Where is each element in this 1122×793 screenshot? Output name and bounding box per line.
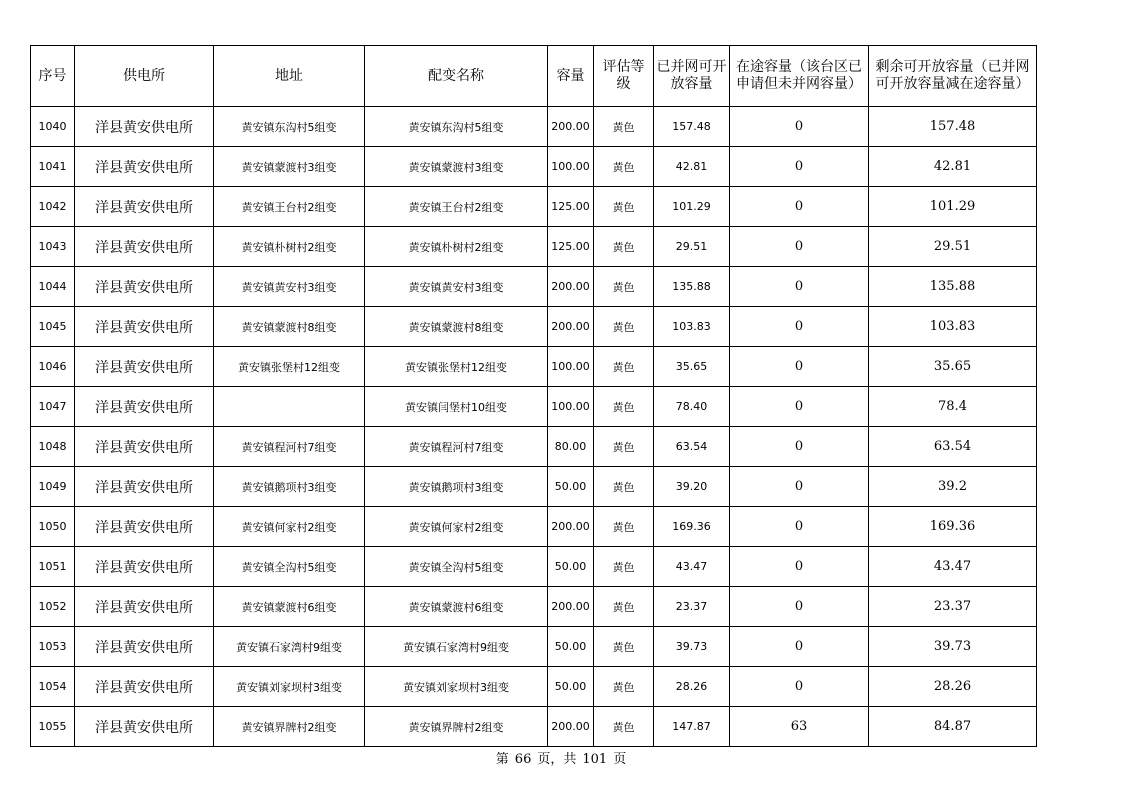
cell-grid-open: 103.83 (654, 307, 730, 347)
cell-seq: 1042 (31, 187, 75, 227)
cell-in-transit: 0 (730, 307, 869, 347)
cell-in-transit: 0 (730, 507, 869, 547)
header-grade: 评估等级 (594, 46, 654, 107)
table-row (31, 707, 1037, 747)
cell-station: 洋县黄安供电所 (75, 547, 214, 587)
cell-transformer: 黄安镇闫堡村10组变 (365, 387, 548, 427)
cell-seq: 1052 (31, 587, 75, 627)
cell-in-transit: 0 (730, 147, 869, 187)
cell-capacity: 100.00 (548, 347, 594, 387)
cell-in-transit: 63 (730, 707, 869, 747)
table-row (31, 587, 1037, 627)
cell-station: 洋县黄安供电所 (75, 267, 214, 307)
cell-station: 洋县黄安供电所 (75, 707, 214, 747)
cell-seq: 1049 (31, 467, 75, 507)
cell-transformer: 黄安镇刘家坝村3组变 (365, 667, 548, 707)
cell-capacity: 50.00 (548, 547, 594, 587)
cell-in-transit: 0 (730, 427, 869, 467)
cell-grid-open: 43.47 (654, 547, 730, 587)
footer-mid: 页，共 (537, 752, 577, 767)
cell-capacity: 50.00 (548, 627, 594, 667)
cell-address: 黄安镇鹅项村3组变 (214, 467, 365, 507)
table-row (31, 627, 1037, 667)
cell-grid-open: 135.88 (654, 267, 730, 307)
cell-in-transit: 0 (730, 387, 869, 427)
cell-remaining: 103.83 (869, 307, 1037, 347)
header-station: 供电所 (75, 46, 214, 107)
table-row (31, 427, 1037, 467)
cell-capacity: 80.00 (548, 427, 594, 467)
cell-in-transit: 0 (730, 547, 869, 587)
cell-grade: 黄色 (594, 707, 654, 747)
cell-station: 洋县黄安供电所 (75, 507, 214, 547)
cell-grid-open: 147.87 (654, 707, 730, 747)
cell-grid-open: 169.36 (654, 507, 730, 547)
cell-address: 黄安镇石家湾村9组变 (214, 627, 365, 667)
cell-address: 黄安镇蒙渡村8组变 (214, 307, 365, 347)
cell-address: 黄安镇朴树村2组变 (214, 227, 365, 267)
cell-station: 洋县黄安供电所 (75, 467, 214, 507)
cell-seq: 1053 (31, 627, 75, 667)
cell-grid-open: 101.29 (654, 187, 730, 227)
cell-grade: 黄色 (594, 427, 654, 467)
cell-station: 洋县黄安供电所 (75, 427, 214, 467)
cell-seq: 1045 (31, 307, 75, 347)
cell-seq: 1051 (31, 547, 75, 587)
cell-remaining: 35.65 (869, 347, 1037, 387)
cell-grade: 黄色 (594, 147, 654, 187)
cell-remaining: 43.47 (869, 547, 1037, 587)
cell-grade: 黄色 (594, 347, 654, 387)
table-row (31, 107, 1037, 147)
header-capacity: 容量 (548, 46, 594, 107)
cell-capacity: 200.00 (548, 107, 594, 147)
cell-seq: 1055 (31, 707, 75, 747)
cell-grade: 黄色 (594, 587, 654, 627)
header-row (31, 46, 1037, 107)
cell-in-transit: 0 (730, 667, 869, 707)
cell-transformer: 黄安镇朴树村2组变 (365, 227, 548, 267)
cell-grid-open: 39.73 (654, 627, 730, 667)
cell-grade: 黄色 (594, 507, 654, 547)
capacity-table (30, 45, 1037, 747)
cell-station: 洋县黄安供电所 (75, 187, 214, 227)
cell-remaining: 23.37 (869, 587, 1037, 627)
cell-address: 黄安镇界牌村2组变 (214, 707, 365, 747)
cell-grade: 黄色 (594, 627, 654, 667)
cell-remaining: 135.88 (869, 267, 1037, 307)
header-grid-open: 已并网可开放容量 (654, 46, 730, 107)
cell-seq: 1050 (31, 507, 75, 547)
cell-grid-open: 28.26 (654, 667, 730, 707)
cell-seq: 1054 (31, 667, 75, 707)
cell-station: 洋县黄安供电所 (75, 107, 214, 147)
table-row (31, 147, 1037, 187)
cell-station: 洋县黄安供电所 (75, 667, 214, 707)
cell-in-transit: 0 (730, 227, 869, 267)
cell-transformer: 黄安镇张堡村12组变 (365, 347, 548, 387)
cell-address: 黄安镇全沟村5组变 (214, 547, 365, 587)
cell-transformer: 黄安镇全沟村5组变 (365, 547, 548, 587)
table-row (31, 387, 1037, 427)
cell-transformer: 黄安镇蒙渡村8组变 (365, 307, 548, 347)
cell-seq: 1041 (31, 147, 75, 187)
cell-remaining: 42.81 (869, 147, 1037, 187)
footer-page-number: 66 (514, 752, 532, 767)
cell-grid-open: 78.40 (654, 387, 730, 427)
cell-in-transit: 0 (730, 187, 869, 227)
cell-grade: 黄色 (594, 267, 654, 307)
cell-remaining: 39.2 (869, 467, 1037, 507)
cell-capacity: 100.00 (548, 387, 594, 427)
cell-seq: 1043 (31, 227, 75, 267)
cell-transformer: 黄安镇东沟村5组变 (365, 107, 548, 147)
cell-station: 洋县黄安供电所 (75, 627, 214, 667)
cell-address: 黄安镇程河村7组变 (214, 427, 365, 467)
cell-remaining: 39.73 (869, 627, 1037, 667)
cell-capacity: 50.00 (548, 667, 594, 707)
cell-remaining: 29.51 (869, 227, 1037, 267)
cell-grid-open: 23.37 (654, 587, 730, 627)
cell-transformer: 黄安镇程河村7组变 (365, 427, 548, 467)
cell-capacity: 125.00 (548, 227, 594, 267)
cell-capacity: 200.00 (548, 587, 594, 627)
cell-transformer: 黄安镇蒙渡村3组变 (365, 147, 548, 187)
cell-in-transit: 0 (730, 347, 869, 387)
cell-transformer: 黄安镇黄安村3组变 (365, 267, 548, 307)
page-footer (0, 748, 1122, 767)
header-remaining: 剩余可开放容量（已并网可开放容量减在途容量） (869, 46, 1037, 107)
footer-prefix: 第 (495, 752, 509, 767)
cell-grid-open: 157.48 (654, 107, 730, 147)
table-row (31, 187, 1037, 227)
cell-address: 黄安镇张堡村12组变 (214, 347, 365, 387)
cell-grade: 黄色 (594, 187, 654, 227)
cell-transformer: 黄安镇王台村2组变 (365, 187, 548, 227)
cell-transformer: 黄安镇蒙渡村6组变 (365, 587, 548, 627)
cell-grade: 黄色 (594, 667, 654, 707)
cell-address (214, 387, 365, 427)
cell-address: 黄安镇东沟村5组变 (214, 107, 365, 147)
cell-address: 黄安镇蒙渡村3组变 (214, 147, 365, 187)
cell-in-transit: 0 (730, 107, 869, 147)
cell-remaining: 101.29 (869, 187, 1037, 227)
cell-remaining: 169.36 (869, 507, 1037, 547)
cell-grid-open: 35.65 (654, 347, 730, 387)
cell-grid-open: 63.54 (654, 427, 730, 467)
cell-in-transit: 0 (730, 467, 869, 507)
cell-in-transit: 0 (730, 267, 869, 307)
cell-station: 洋县黄安供电所 (75, 347, 214, 387)
cell-address: 黄安镇刘家坝村3组变 (214, 667, 365, 707)
cell-seq: 1047 (31, 387, 75, 427)
cell-address: 黄安镇王台村2组变 (214, 187, 365, 227)
table-row (31, 667, 1037, 707)
cell-remaining: 63.54 (869, 427, 1037, 467)
cell-seq: 1044 (31, 267, 75, 307)
cell-remaining: 84.87 (869, 707, 1037, 747)
cell-capacity: 200.00 (548, 307, 594, 347)
cell-station: 洋县黄安供电所 (75, 307, 214, 347)
table-row (31, 507, 1037, 547)
cell-station: 洋县黄安供电所 (75, 587, 214, 627)
cell-capacity: 200.00 (548, 707, 594, 747)
cell-remaining: 28.26 (869, 667, 1037, 707)
cell-grid-open: 42.81 (654, 147, 730, 187)
cell-grade: 黄色 (594, 307, 654, 347)
cell-transformer: 黄安镇界牌村2组变 (365, 707, 548, 747)
cell-seq: 1040 (31, 107, 75, 147)
cell-transformer: 黄安镇石家湾村9组变 (365, 627, 548, 667)
cell-address: 黄安镇何家村2组变 (214, 507, 365, 547)
header-in-transit: 在途容量（该台区已申请但未并网容量） (730, 46, 869, 107)
cell-grade: 黄色 (594, 107, 654, 147)
cell-address: 黄安镇黄安村3组变 (214, 267, 365, 307)
footer-suffix: 页 (613, 752, 627, 767)
table-row (31, 227, 1037, 267)
cell-grid-open: 39.20 (654, 467, 730, 507)
header-seq: 序号 (31, 46, 75, 107)
footer-total-pages: 101 (582, 752, 608, 767)
table-row (31, 267, 1037, 307)
cell-grade: 黄色 (594, 387, 654, 427)
cell-capacity: 200.00 (548, 507, 594, 547)
header-address: 地址 (214, 46, 365, 107)
cell-address: 黄安镇蒙渡村6组变 (214, 587, 365, 627)
cell-transformer: 黄安镇鹅项村3组变 (365, 467, 548, 507)
cell-station: 洋县黄安供电所 (75, 147, 214, 187)
cell-grid-open: 29.51 (654, 227, 730, 267)
table-row (31, 467, 1037, 507)
cell-capacity: 125.00 (548, 187, 594, 227)
cell-in-transit: 0 (730, 627, 869, 667)
cell-station: 洋县黄安供电所 (75, 227, 214, 267)
cell-seq: 1046 (31, 347, 75, 387)
cell-station: 洋县黄安供电所 (75, 387, 214, 427)
cell-grade: 黄色 (594, 227, 654, 267)
cell-grade: 黄色 (594, 547, 654, 587)
cell-grade: 黄色 (594, 467, 654, 507)
table-row (31, 347, 1037, 387)
table-row (31, 547, 1037, 587)
table-row (31, 307, 1037, 347)
cell-capacity: 100.00 (548, 147, 594, 187)
cell-transformer: 黄安镇何家村2组变 (365, 507, 548, 547)
cell-remaining: 157.48 (869, 107, 1037, 147)
cell-remaining: 78.4 (869, 387, 1037, 427)
cell-seq: 1048 (31, 427, 75, 467)
header-transformer: 配变名称 (365, 46, 548, 107)
cell-capacity: 50.00 (548, 467, 594, 507)
cell-capacity: 200.00 (548, 267, 594, 307)
cell-in-transit: 0 (730, 587, 869, 627)
table-body (31, 107, 1037, 747)
